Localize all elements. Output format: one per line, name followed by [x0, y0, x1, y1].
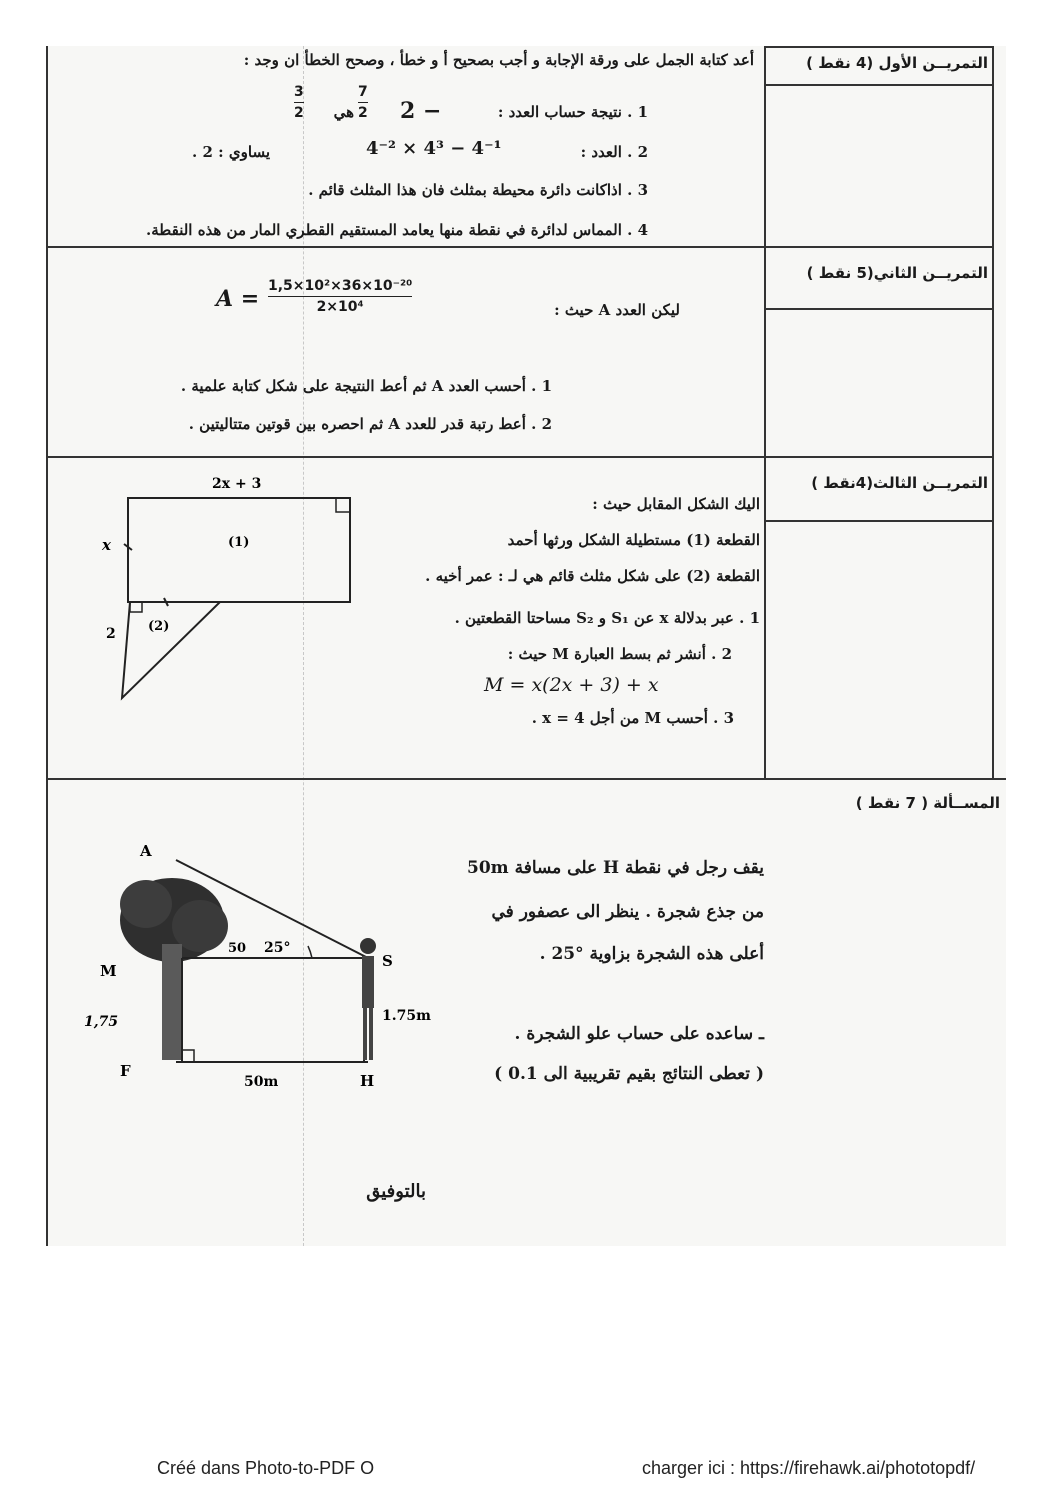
ex2-denominator: 2×10⁴ — [316, 299, 364, 315]
ex1-q1-num: 7 — [358, 84, 368, 100]
right-angle-mark — [336, 498, 350, 512]
problem-line1: يقف رجل في نقطة H على مسافة 50m — [467, 858, 764, 878]
exam-sheet — [46, 46, 1006, 1246]
ex1-q2-tail: يساوي : 2 . — [192, 143, 270, 161]
ex3-intro: اليك الشكل المقابل حيث : — [592, 495, 760, 513]
column-divider — [764, 46, 766, 778]
ex1-q1-res-num: 3 — [294, 84, 304, 100]
problem-line4: ـ ساعده على حساب علو الشجرة . — [514, 1024, 764, 1044]
ex1-q1-expr: 2 − — [400, 98, 442, 124]
rectangle-piece-1 — [128, 498, 350, 602]
label-handwritten-height: 1,75 — [84, 1014, 119, 1030]
label-F: F — [120, 1062, 131, 1080]
label-base-length: 50m — [244, 1074, 279, 1090]
label-2x-plus-3: 2x + 3 — [212, 476, 262, 492]
ex1-q1-res-den: 2 — [294, 105, 304, 121]
footer-right: charger ici : https://firehawk.ai/phototopdf/ — [642, 1458, 976, 1478]
man-leg — [363, 1008, 367, 1060]
tree-crown — [120, 880, 172, 928]
problem-line5: ( تعطى النتائج بقيم تقريبية الى 0.1 ) — [494, 1064, 764, 1084]
ex2-fraction — [268, 278, 412, 315]
triangle-right-angle-mark — [130, 602, 142, 612]
ex3-q1: 1 . عبر بدلالة x عن S₁ و S₂ مساحتا القطعتين . — [454, 609, 760, 627]
ex3-line2: القطعة (2) على شكل مثلث قائم هي لـ : عمر أخيه . — [425, 567, 760, 585]
section-divider-3 — [48, 778, 1006, 780]
triangle-piece-2 — [122, 602, 220, 698]
ex2-header: التمريــن الثاني(5 نقط ) — [806, 264, 988, 282]
label-x: x — [102, 536, 111, 554]
fraction-bar — [294, 102, 304, 103]
ex2-q2: 2 . أعط رتبة قدر للعدد A ثم احصره بين قوتين متتاليتين . — [188, 415, 552, 433]
ex3-m-expression: M = x(2x + 3) + x — [484, 674, 659, 696]
label-angle: 25° — [264, 940, 291, 956]
ex1-header: التمريــن الأول (4 نقط ) — [806, 54, 988, 72]
header-line-3 — [764, 520, 994, 522]
section-divider-2 — [48, 456, 994, 458]
ex1-q3: 3 . اذاكانت دائرة محيطة بمثلث فان هذا المثلث قائم . — [308, 181, 648, 199]
label-piece-1: (1) — [228, 535, 250, 550]
ex2-numerator: 1,5×10²×36×10⁻²⁰ — [268, 278, 413, 294]
problem-header: المســألة ( 7 نقط ) — [855, 794, 1000, 812]
man-leg — [369, 1008, 373, 1060]
label-piece-2: (2) — [148, 619, 170, 634]
header-top — [764, 46, 994, 48]
label-A: A — [140, 842, 152, 860]
ex3-header: التمريــن الثالث(4نقط ) — [811, 474, 988, 492]
ex3-q3: 3 . أحسب M من أجل x = 4 . — [531, 709, 734, 727]
ex1-q4: 4 . المماس لدائرة في نقطة منها يعامد المستقيم القطري المار من هذه النقطة. — [146, 221, 648, 239]
header-line-1 — [764, 84, 994, 86]
ex1-intro: أعد كتابة الجمل على ورقة الإجابة و أجب بصحيح أ و خطأ ، وصحح الخطأ ان وجد : — [243, 51, 754, 69]
ex1-q2-expr: 4⁻² × 4³ − 4⁻¹ — [366, 138, 502, 159]
fraction-bar — [358, 102, 368, 103]
right-angle-mark — [182, 1050, 194, 1062]
ex1-q1-den: 2 — [358, 105, 368, 121]
label-top-length: 50 — [228, 941, 247, 956]
ex3-figure — [88, 466, 408, 716]
label-S: S — [382, 952, 393, 970]
closing: بالتوفيق — [366, 1181, 426, 1202]
ex1-q1-result — [294, 84, 304, 121]
right-border — [992, 46, 994, 778]
header-line-2 — [764, 308, 994, 310]
label-H: H — [360, 1072, 375, 1090]
man-head — [360, 938, 376, 954]
ex3-q2: 2 . أنشر ثم بسط العبارة M حيث : — [507, 645, 732, 663]
label-2: 2 — [106, 626, 116, 642]
ex1-q1-fraction — [358, 84, 368, 121]
footer-left: Créé dans Photo-to-PDF O — [157, 1458, 375, 1478]
ex1-q1-text: 1 . نتيجة حساب العدد : — [497, 103, 648, 121]
problem-line2: من جذع شجرة . ينظر الى عصفور في — [491, 902, 764, 922]
ex2-intro: ليكن العدد A حيث : — [554, 301, 680, 319]
problem-line3: أعلى هذه الشجرة بزاوية °25 . — [539, 944, 764, 964]
tree-figure — [76, 834, 456, 1094]
fraction-bar — [268, 296, 412, 297]
label-man-height: 1.75m — [382, 1008, 431, 1024]
ex2-q1: 1 . أحسب العدد A ثم أعط النتيجة على شكل كتابة علمية . — [180, 377, 552, 395]
tree-trunk — [162, 944, 182, 1060]
ex2-a-label: A = — [216, 286, 260, 312]
angle-arc — [308, 946, 312, 958]
ex3-line1: القطعة (1) مستطيلة الشكل ورثها أحمد — [507, 531, 760, 549]
ex1-q2-text: 2 . العدد : — [580, 143, 648, 161]
section-divider-1 — [48, 246, 994, 248]
label-M: M — [100, 962, 117, 980]
man-body — [362, 956, 374, 1008]
ex1-q1-hiya: هي — [333, 103, 354, 121]
